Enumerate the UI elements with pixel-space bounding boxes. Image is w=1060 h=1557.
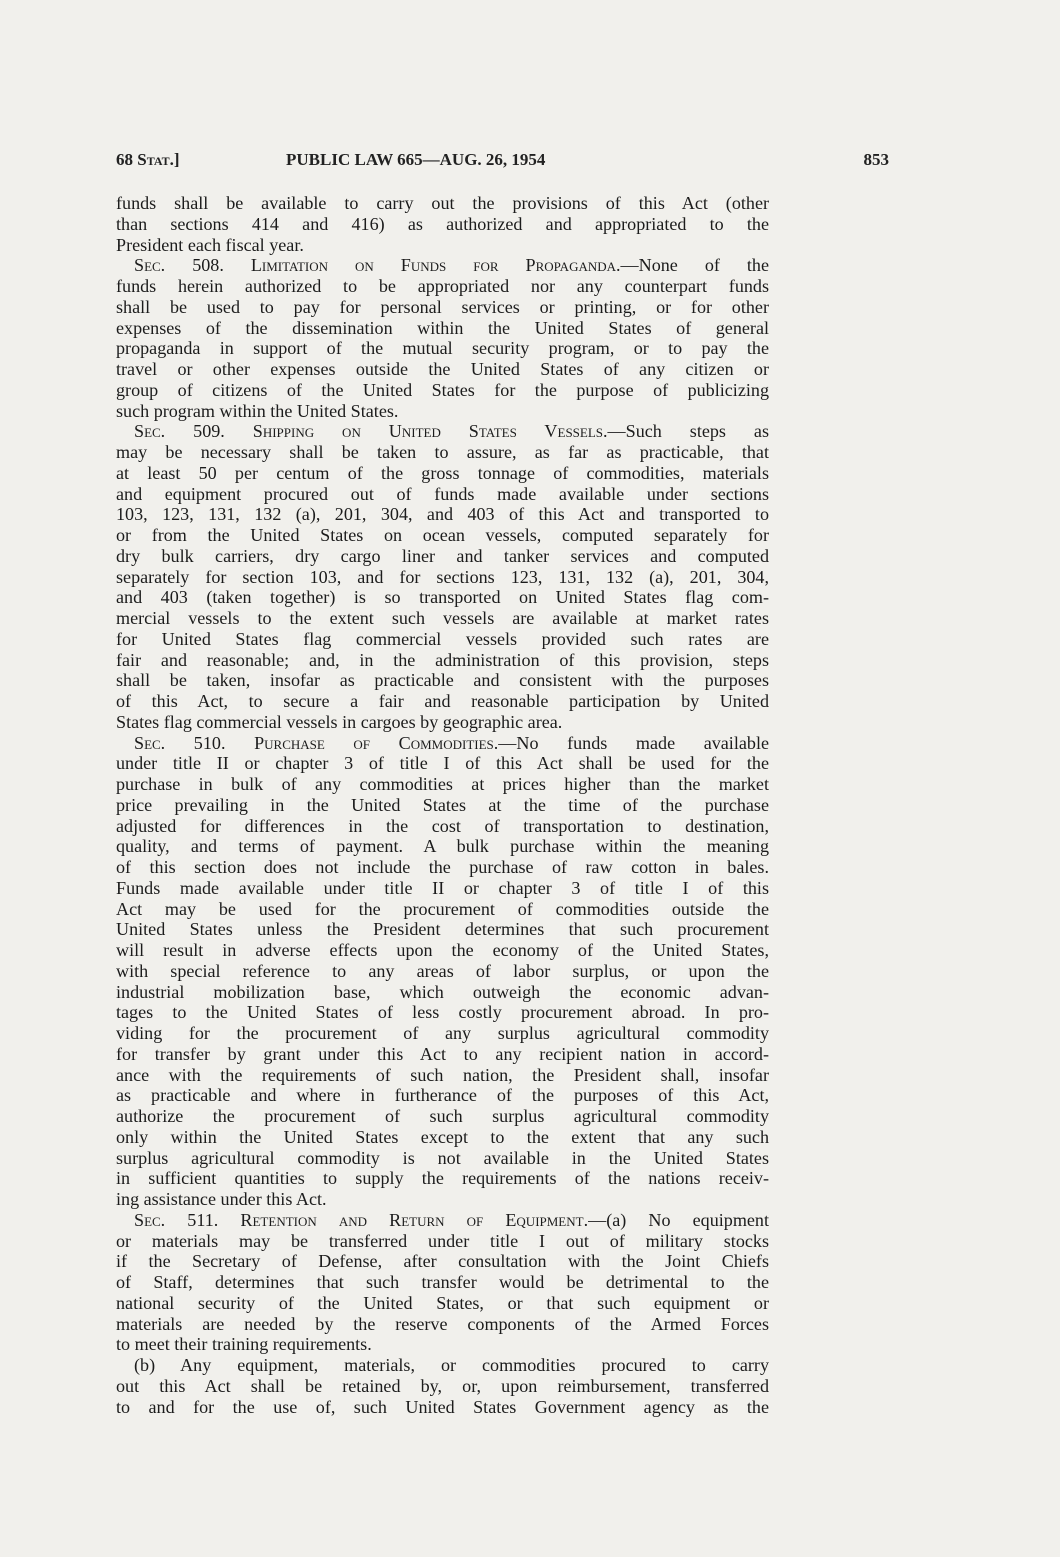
text-line: price prevailing in the United States at the time of the purchase (116, 794, 769, 815)
text-line: to and for the use of, such United States Government agency as the (116, 1396, 769, 1417)
section-heading: Retention and Return of Equipment. (240, 1209, 589, 1230)
text-line-body: —(a) No equipment (588, 1209, 769, 1230)
text-line: only within the United States except to the extent that any such (116, 1126, 769, 1147)
text-line: of this Act, to secure a fair and reasonable participation by United (116, 691, 769, 711)
page-header (116, 150, 889, 174)
section-number: Sec. 509. (134, 421, 253, 442)
text-line: (b) Any equipment, materials, or commodities procured to carry (134, 1355, 769, 1375)
text-line (116, 255, 769, 276)
text-line: in sufficient quantities to supply the requirements of the nations receiv- (116, 1168, 769, 1189)
text-line: shall be taken, insofar as practicable and consistent with the purposes (116, 670, 769, 691)
text-line: or materials may be transferred under title I out of military stocks (116, 1230, 769, 1251)
section-heading: Limitation on Funds for Propaganda. (250, 255, 621, 276)
text-line: and equipment procured out of funds made available under sections (116, 483, 769, 504)
text-line: group of citizens of the United States for the purpose of publicizing (116, 379, 769, 400)
text-line: and 403 (taken together) is so transported on United States flag com- (116, 587, 769, 608)
section-heading: Shipping on United States Vessels. (252, 421, 608, 442)
text-line: fair and reasonable; and, in the administration of this provision, steps (116, 649, 769, 670)
stat-label: Stat. (137, 150, 174, 169)
document-body (116, 193, 769, 1417)
text-line: adjusted for differences in the cost of transportation to destination, (116, 815, 769, 836)
text-line: at least 50 per centum of the gross tonnage of commodities, materials (116, 462, 769, 483)
text-line: travel or other expenses outside the United States of any citizen or (116, 359, 769, 379)
text-line: with special reference to any areas of labor surplus, or upon the (116, 960, 769, 981)
text-line: ing assistance under this Act. (116, 1189, 327, 1209)
section-heading: Purchase of Commodities. (254, 732, 499, 753)
text-line: for United States flag commercial vessels provided such rates are (116, 628, 769, 649)
text-line: surplus agricultural commodity is not available in the United States (116, 1147, 769, 1168)
text-line: of Staff, determines that such transfer would be detrimental to the (116, 1272, 769, 1292)
section-number: Sec. 510. (134, 732, 255, 753)
stat-bracket: ] (173, 150, 180, 169)
text-line: separately for section 103, and for sections 123, 131, 132 (a), 201, 304, (116, 566, 769, 587)
text-line: may be necessary shall be taken to assure, as far as practicable, that (116, 442, 769, 462)
text-line: purchase in bulk of any commodities at prices higher than the market (116, 774, 769, 794)
text-line-body: —None of the (620, 255, 769, 276)
page-number: 853 (863, 150, 889, 169)
text-line: authorize the procurement of such surplus agricultural commodity (116, 1106, 769, 1126)
stat-number: 68 (116, 150, 133, 169)
text-line: materials are needed by the reserve components of the Armed Forces (116, 1313, 769, 1334)
text-line (116, 421, 769, 442)
text-line: States flag commercial vessels in cargoes by geographic area. (116, 711, 563, 732)
text-line: dry bulk carriers, dry cargo liner and tanker services and computed (116, 545, 769, 566)
section-number: Sec. 511. (134, 1209, 241, 1230)
text-line: expenses of the dissemination within the United States of general (116, 317, 769, 338)
text-line: funds herein authorized to be appropriated nor any counterpart funds (116, 276, 769, 296)
text-line: if the Secretary of Defense, after consultation with the Joint Chiefs (116, 1251, 769, 1272)
text-line: United States unless the President determines that such procurement (116, 919, 769, 940)
text-line: quality, and terms of payment. A bulk purchase within the meaning (116, 836, 769, 857)
text-line: national security of the United States, or that such equipment or (116, 1292, 769, 1313)
text-line: of this section does not include the purchase of raw cotton in bales. (116, 857, 769, 877)
text-line: out this Act shall be retained by, or, upon reimbursement, transferred (116, 1375, 769, 1396)
text-line: Act may be used for the procurement of commodities outside the (116, 898, 769, 919)
text-line: viding for the procurement of any surplus agricultural commodity (116, 1023, 769, 1043)
text-line: 103, 123, 131, 132 (a), 201, 304, and 403 of this Act and transported to (116, 504, 769, 525)
text-line-body: —Such steps as (607, 421, 769, 442)
text-line: funds shall be available to carry out the provisions of this Act (other (116, 193, 769, 213)
text-line: shall be used to pay for personal services or printing, or for other (116, 296, 769, 317)
text-line: President each fiscal year. (116, 234, 304, 255)
text-line: to meet their training requirements. (116, 1334, 372, 1355)
text-line: industrial mobilization base, which outweigh the economic advan- (116, 981, 769, 1002)
text-line: for transfer by grant under this Act to any recipient nation in accord- (116, 1043, 769, 1064)
section-number: Sec. 508. (134, 255, 251, 276)
text-line: ance with the requirements of such nation, the President shall, insofar (116, 1064, 769, 1085)
text-line: or from the United States on ocean vessels, computed separately for (116, 525, 769, 545)
text-line: Funds made available under title II or chapter 3 of title I of this (116, 877, 769, 898)
stat-citation (116, 150, 180, 170)
text-line (116, 1210, 769, 1231)
text-line: mercial vessels to the extent such vessels are available at market rates (116, 608, 769, 628)
text-line: tages to the United States of less costly procurement abroad. In pro- (116, 1002, 769, 1023)
text-line: propaganda in support of the mutual security program, or to pay the (116, 338, 769, 359)
text-line (116, 733, 769, 754)
text-line: under title II or chapter 3 of title I of this Act shall be used for the (116, 753, 769, 774)
text-line: such program within the United States. (116, 400, 399, 421)
text-line: than sections 414 and 416) as authorized and appropriated to the (116, 213, 769, 234)
text-line: will result in adverse effects upon the economy of the United States, (116, 940, 769, 960)
text-line-body: —No funds made available (498, 732, 769, 753)
running-title: PUBLIC LAW 665—AUG. 26, 1954 (286, 150, 546, 169)
text-line: as practicable and where in furtherance of the purposes of this Act, (116, 1085, 769, 1106)
